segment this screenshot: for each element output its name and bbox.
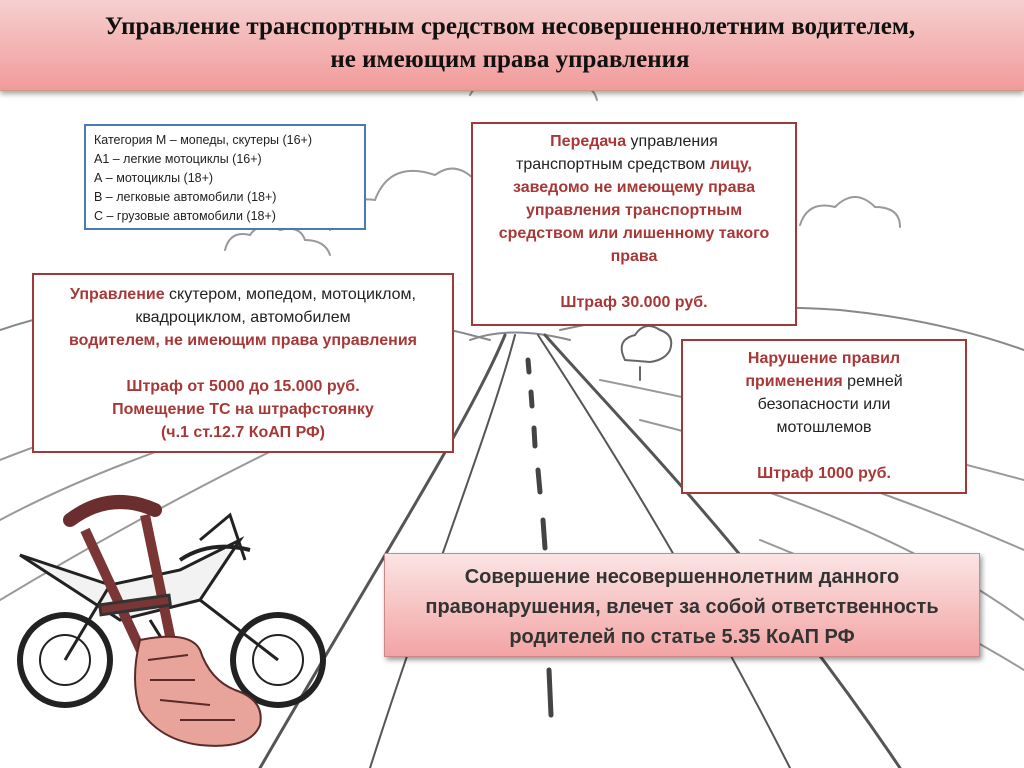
category-item: А – мотоциклы (18+) [94,171,214,185]
transfer-lead: Передача [550,133,627,150]
category-item: В – легковые автомобили (18+) [94,190,277,204]
category-item: Категория М – мопеды, скутеры (16+) [94,133,313,147]
transfer-fine: Штраф 30.000 руб. [560,294,708,311]
title-line-2: не имеющим права управления [330,46,690,73]
belt-lead-2: применения [745,373,843,390]
left-law: (ч.1 ст.12.7 КоАП РФ) [160,424,326,441]
left-extra: Помещение ТС на штрафстоянку [112,401,374,418]
belt-lead-1: Нарушение правил [747,350,901,367]
license-categories-box [84,124,366,230]
page-title [20,10,1000,76]
belt-fine: Штраф 1000 руб. [757,465,891,482]
transfer-control-box [471,122,797,326]
title-banner [0,0,1024,91]
parental-liability-box [384,553,980,657]
transfer-emph-3: средством или лишенному такого [498,225,770,242]
belt-text-1: ремней [842,373,903,390]
tree-right [622,326,672,362]
transfer-emph-4: права [610,248,658,265]
transfer-emph-2: управления транспортным [525,202,743,219]
cloud-right [800,197,900,227]
bottom-line-2: правонарушения, влечет за собой ответственность [425,596,939,618]
category-item: С – грузовые автомобили (18+) [94,209,276,223]
transfer-emph-1: заведомо не имеющему права [513,179,755,196]
left-lead: Управление [70,286,165,303]
transfer-lead-2: лицу, [709,156,752,173]
unlicensed-driving-box [32,273,454,453]
belt-text-3: мотошлемов [776,419,872,436]
bottom-line-1: Совершение несовершеннолетним данного [464,566,900,588]
belt-text-2: безопасности или [757,396,891,413]
transfer-text-1: управления [626,133,718,150]
left-text-1: скутером, мопедом, мотоциклом, [164,286,416,303]
left-text-2: квадроциклом, автомобилем [135,309,351,326]
bottom-line-3: родителей по статье 5.35 КоАП РФ [509,626,855,648]
cloud-small [225,226,330,255]
seatbelt-helmet-box [681,339,967,494]
left-fine: Штраф от 5000 до 15.000 руб. [126,378,360,395]
transfer-text-2: транспортным средством [516,156,710,173]
category-item: А1 – легкие мотоциклы (16+) [94,152,262,166]
title-line-1: Управление транспортным средством несовершеннолетним водителем, [104,13,916,40]
left-emph: водителем, не имеющим права управления [69,332,417,349]
